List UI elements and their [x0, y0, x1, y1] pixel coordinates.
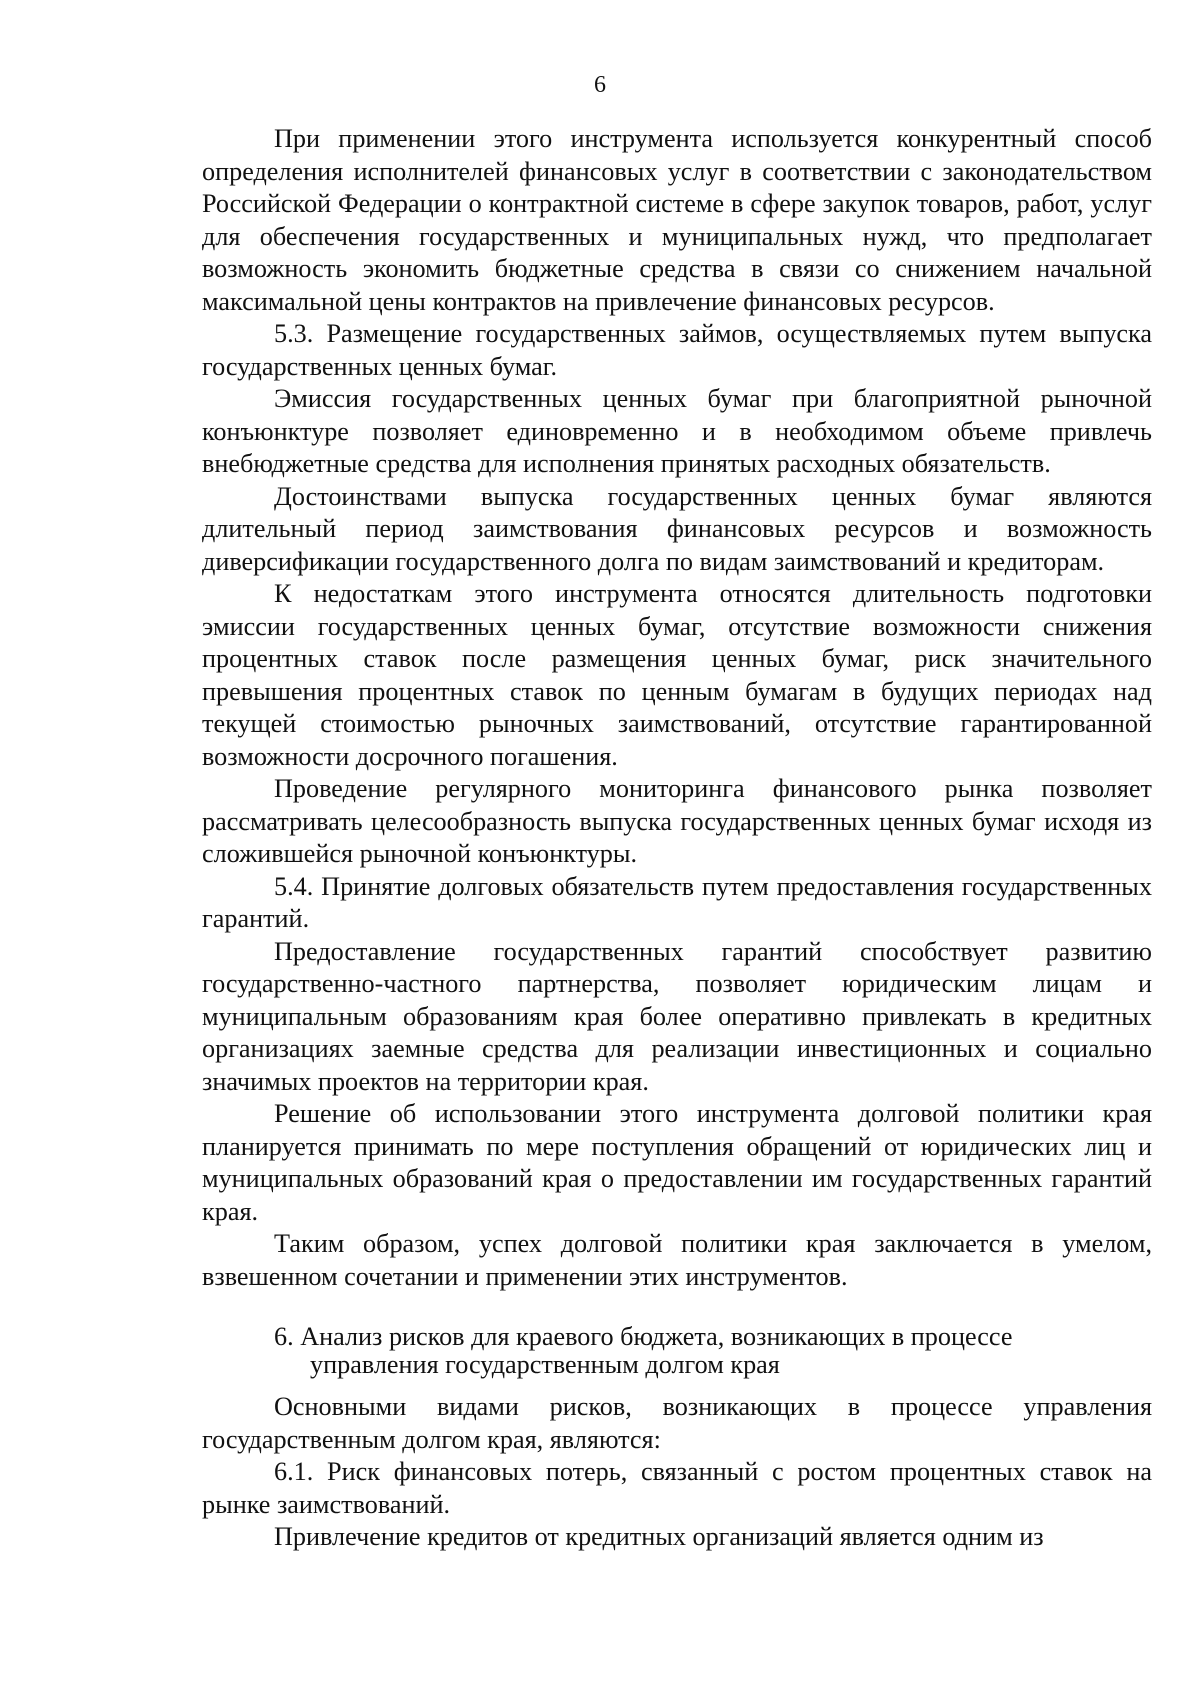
- paragraph-bond-disadvantages: К недостаткам этого инструмента относятся длительность подготовки эмиссии государственных ценных бумаг, отсутствие возможности снижения процентных ставок после размещения ценных бумаг, риск значительного превышения процентных ставок по ценным бумагам в будущих периодах над текущей стоимостью рыночных заимствований, отсутствие гарантированной возможности досрочного погашения.: [202, 579, 1152, 771]
- paragraph-bond-advantages: Достоинствами выпуска государственных ценных бумаг являются длительный период заимствования финансовых ресурсов и возможность диверсификации государственного долга по видам заимствований и кредиторам.: [202, 481, 1152, 576]
- section-6-heading-line2: управления государственным долгом края: [310, 1350, 780, 1379]
- paragraph-guarantees: Предоставление государственных гарантий способствует развитию государственно-частного партнерства, позволяет юридическим лицам и муниципальным образованиям края более оперативно привлекать в кредитных организациях заемные средства для реализации инвестиционных и социально значимых проектов на территории края.: [202, 936, 1152, 1096]
- paragraph-5-4-heading: 5.4. Принятие долговых обязательств путем предоставления государственных гарантий.: [202, 871, 1152, 933]
- page-number: 6: [594, 72, 606, 98]
- paragraph-guarantee-decision: Решение об использовании этого инструмента долговой политики края планируется принимать по мере поступления обращений от юридических лиц и муниципальных образований края о предоставлении им государственных гарантий края.: [202, 1099, 1152, 1226]
- heading-spacer: [202, 1379, 1152, 1391]
- paragraph-competitive-method: При применении этого инструмента используется конкурентный способ определения исполнителей финансовых услуг в соответствии с законодательством Российской Федерации о контрактной системе в сфере закупок товаров, работ, услуг для обеспечения государственных и муниципальных нужд, что предполагает возможность экономить бюджетные средства в связи со снижением начальной максимальной цены контрактов на привлечение финансовых ресурсов.: [202, 124, 1152, 316]
- paragraph-market-monitoring: Проведение регулярного мониторинга финансового рынка позволяет рассматривать целесообразность выпуска государственных ценных бумаг исходя из сложившейся рыночной конъюнктуры.: [202, 774, 1152, 868]
- paragraph-6-1-risk: 6.1. Риск финансовых потерь, связанный с ростом процентных ставок на рынке заимствований.: [202, 1457, 1152, 1519]
- document-body: [202, 123, 1152, 1554]
- section-6-heading-line1: 6. Анализ рисков для краевого бюджета, возникающих в процессе: [274, 1322, 1013, 1351]
- paragraph-bond-emission: Эмиссия государственных ценных бумаг при благоприятной рыночной конъюнктуре позволяет единовременно и в необходимом объеме привлечь внебюджетные средства для исполнения принятых расходных обязательств.: [202, 384, 1152, 478]
- section-6-heading: [202, 1323, 1152, 1379]
- paragraph-credit-attraction: Привлечение кредитов от кредитных организаций является одним из: [274, 1522, 1044, 1551]
- section-spacer: [202, 1293, 1152, 1323]
- paragraph-risk-types: Основными видами рисков, возникающих в процессе управления государственным долгом края, являются:: [202, 1392, 1152, 1454]
- paragraph-5-3-heading: 5.3. Размещение государственных займов, осуществляемых путем выпуска государственных ценных бумаг.: [202, 319, 1152, 381]
- paragraph-conclusion: Таким образом, успех долговой политики края заключается в умелом, взвешенном сочетании и применении этих инструментов.: [202, 1229, 1152, 1291]
